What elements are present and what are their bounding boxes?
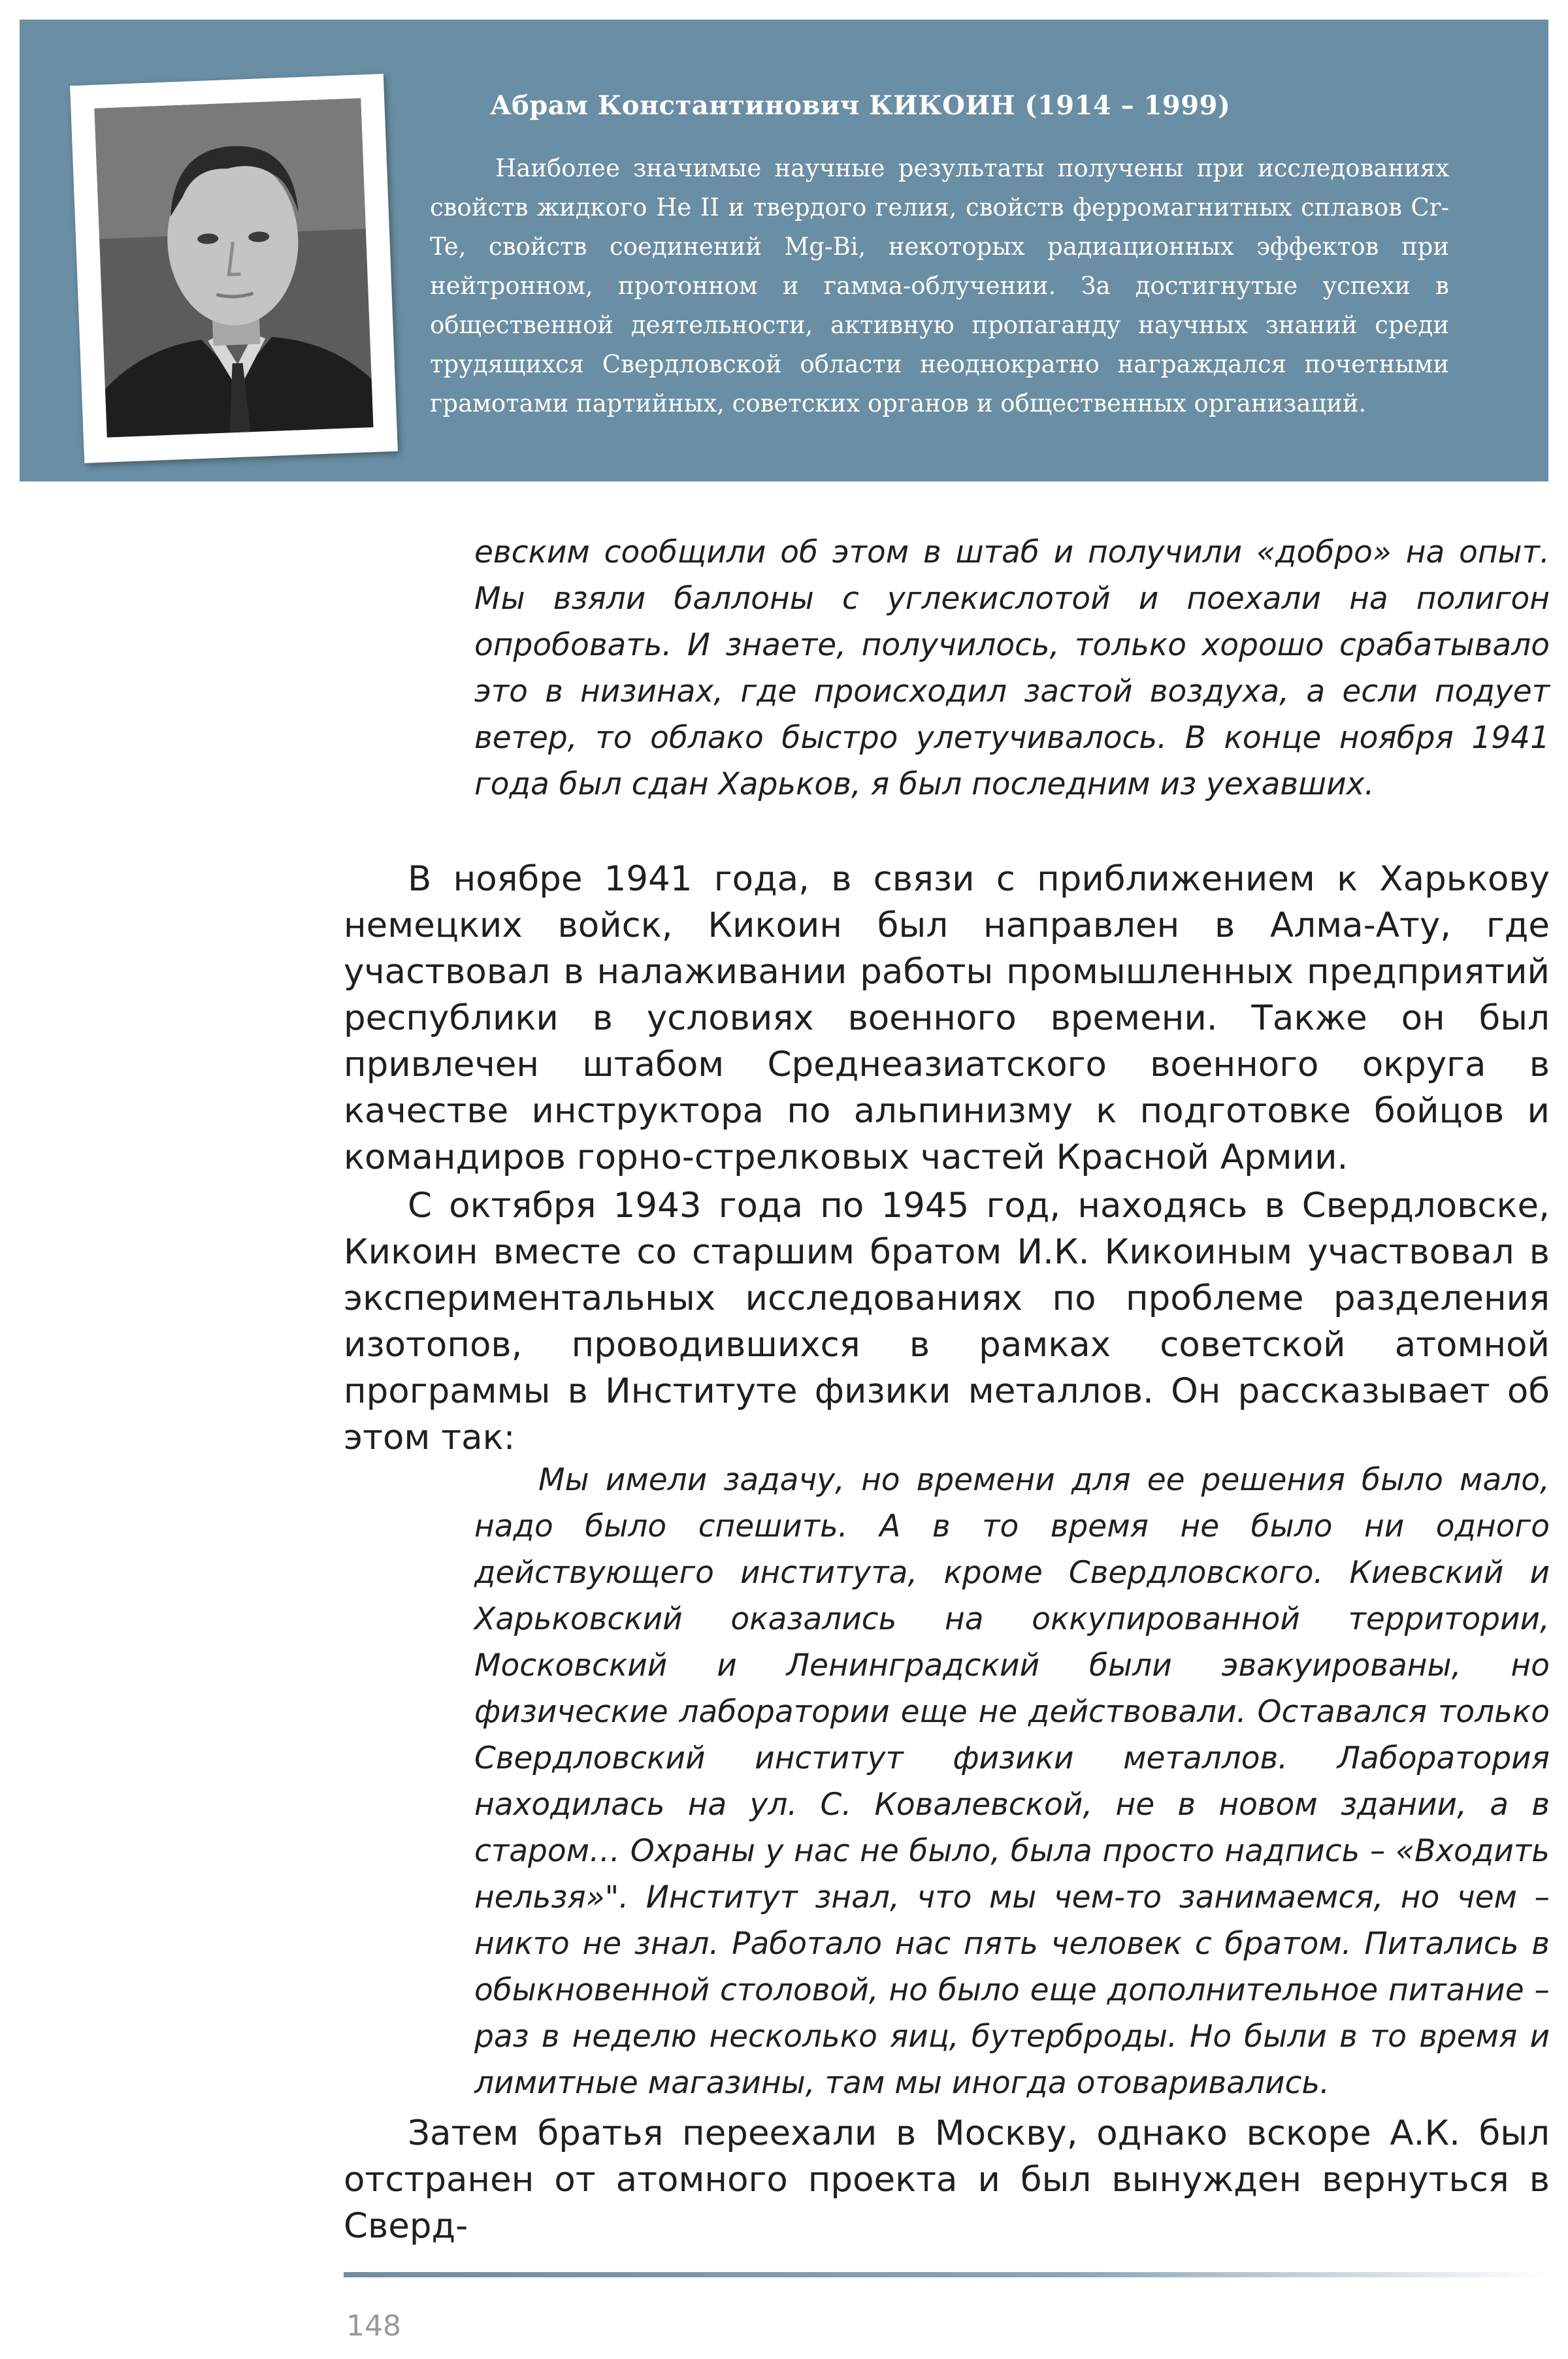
quote-continued: евским сообщили об этом в штаб и получили «добро» на опыт. Мы взяли баллоны с углекислотой и поехали на полигон опробовать. И знаете, получилось, только хорошо срабатывало это в низинах, где происходил застой воздуха, а если подует ветер, то облако быстро улетучивалось. В конце ноября 1941 года был сдан Харьков, я был последним из уехавших.: [474, 534, 1550, 802]
bio-title: Абрам Константинович КИКОИН (1914 – 1999): [490, 90, 1231, 121]
bio-text: Наиболее значимые научные результаты получены при исследованиях свойств жидкого He II и твердого гелия, свойств ферромагнитных сплавов Cr-Te, свойств соединений Mg-Bi, некоторых радиационных эффектов при нейтронном, протонном и гамма-облучении. За достигнутые успехи в общественной деятельности, активную пропаганду научных знаний среди трудящихся Свердловской области неоднократно награждался почетными грамотами партийных, советских органов и общественных организаций.: [430, 154, 1449, 417]
portrait-illustration: [94, 98, 373, 437]
page-number: 148: [346, 2309, 401, 2343]
bio-panel: [20, 20, 1548, 481]
paragraph-3: Затем братья переехали в Москву, однако вскоре А.К. был отстранен от атомного проекта и был вынужден вернуться в Сверд-: [344, 2113, 1550, 2246]
footer-rule: [344, 2272, 1550, 2277]
portrait-photo: [94, 98, 373, 437]
paragraph-1: В ноябре 1941 года, в связи с приближением к Харькову немецких войск, Кикоин был направлен в Алма-Ату, где участвовал в налаживании работы промышленных предприятий республики в условиях военного времени. Также он был привлечен штабом Среднеазиатского военного округа в качестве инструктора по альпинизму к подготовке бойцов и командиров горно-стрелковых частей Красной Армии.: [344, 859, 1550, 1177]
portrait-frame: [70, 74, 398, 463]
paragraph-2: С октября 1943 года по 1945 год, находясь в Свердловске, Кикоин вместе со старшим братом И.К. Кикоиным участвовал в экспериментальных исследованиях по проблеме разделения изотопов, проводившихся в рамках советской атомной программы в Институте физики металлов. Он рассказывает об этом так:: [344, 1186, 1550, 1457]
quote-block: Мы имели задачу, но времени для ее решения было мало, надо было спешить. А в то время не было ни одного действующего института, кроме Свердловского. Киевский и Харьковский оказались на оккупированной территории, Московский и Ленинградский были эвакуированы, но физические лаборатории еще не действовали. Оставался только Свердловский институт физики металлов. Лаборатория находилась на ул. С. Ковалевской, не в новом здании, а в старом… Охраны у нас не было, была просто надпись – «Входить нельзя»". Институт знал, что мы чем-то занимаемся, но чем – никто не знал. Работало нас пять человек с братом. Питались в обыкновенной столовой, но было еще дополнительное питание – раз в неделю несколько яиц, бутерброды. Но были в то время и лимитные магазины, там мы иногда отоваривались.: [474, 1462, 1550, 2101]
